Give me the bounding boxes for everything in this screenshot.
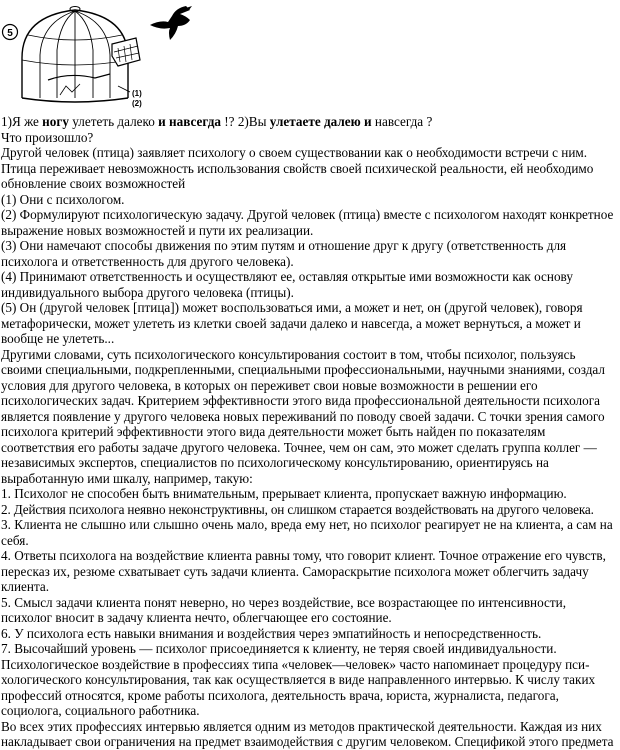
paragraph: (5) Он (другой человек [птица]) может воспользоваться ими, а может и нет, он (другой человек), говоря метафорически, может улететь из клетки своей задачи далеко и навсегда, а может вернуться, а может и вообще не улететь...: [1, 300, 583, 346]
paragraph: Психологическое воздействие в профессиях типа «человек—человек» часто напоминает процедуру пси-хологического консультирования, так как осуществляется в виде направленного интервью. К числу таких профессий относятся, кроме работы психолога, деятельность врача, юриста, журналиста, педагога, социолога, социального работника.: [1, 656, 596, 718]
list-item: 5. Смысл задачи клиента понят неверно, но через воздействие, все возрастающее по интенсивности, психолог вносит в задачу клиента нечто, облегчающее его состояние.: [1, 594, 567, 625]
paragraph: Другими словами, суть психологического консультирования состоит в том, чтобы психолог, пользуясь своими специальными, подкрепленными, специальными профессиональными, научными знаниями, создал условия для другого человека, в которых он переживет свои новые возможности в решении его психологических задач. Критерием эффективности этого вида профессиональной деятельности психолога является появление у другого человека новых переживаний по поводу своей задачи. С точки зрения самого психолога критерий эффективности этого вида деятельности может быть найден по показателям соответствия его работы задаче другого человека. Точнее, чем он сам, это может сделать группа коллег — независимых экспертов, специалистов по психологическому консультированию, ориентируясь на выработанную ими шкалу, например, такую:: [1, 346, 605, 486]
paragraph: (4) Принимают ответственность и осуществляют ее, оставляя открытые ими возможности как основу индивидуального выбора другого человека (птицы).: [1, 269, 573, 300]
label-1: (1): [132, 89, 142, 98]
bird-icon: [150, 6, 190, 40]
document-text: [1, 114, 615, 750]
paragraph: (3) Они намечают способы движения по этим путям и отношение друг к другу (ответственность для психолога и ответственность для другого человека).: [1, 238, 567, 269]
figure-number: 5: [7, 28, 13, 39]
list-item: 2. Действия психолога неявно неконструктивны, он слишком старается воздействовать на другого человека.: [1, 501, 594, 517]
birdcage-illustration: [0, 0, 230, 112]
cage-bars: [40, 11, 110, 98]
paragraph: Во всех этих профессиях интервью является одним из методов практической деятельности. Каждая из них накладывает свои ограничения на предмет взаимодействия с другим человеком. Спецификой этого предмета: [1, 718, 614, 749]
cage-top-ring: [70, 7, 80, 12]
question-line: 1)Я же ногу улететь далеко и навсегда !? 2)Вы улетаете далею и навсегда ?: [1, 114, 433, 129]
list-item: 1. Психолог не способен быть внимательным, прерывает клиента, пропускает важную информацию.: [1, 486, 567, 501]
label-2: (2): [132, 99, 142, 108]
paragraph: Другой человек (птица) заявляет психологу о своем существовании как о необходимости встречи с ним. Птица переживает невозможность использования свойств своей психической реальности, ей необходимо обновление своих возможностей: [1, 145, 594, 191]
list-item: 3. Клиента не слышно или слышно очень мало, вреда ему нет, но психолог реагирует не на клиента, а сам на себя.: [1, 517, 613, 548]
list-item: 4. Ответы психолога на воздействие клиента равны тому, что говорит клиент. Точное отражение его чувств, пересказ их, резюме схватывает суть задачи клиента. Самораскрытие психолога может облегчить задачу клиента.: [1, 548, 606, 594]
paragraph: (1) Они с психологом.: [1, 191, 125, 207]
cage-base: [22, 98, 128, 102]
cage-crack: [60, 84, 80, 95]
list-item: 6. У психолога есть навыки внимания и воздействия через эмпатийность и непосредственность.: [1, 625, 542, 641]
paragraph: Что произошло?: [1, 129, 94, 145]
paragraph: (2) Формулируют психологическую задачу. Другой человек (птица) вместе с психологом находят конкретное выражение новых возможностей и пути их реализации.: [1, 207, 614, 238]
list-item: 7. Высочайший уровень — психолог присоединяется к клиенту, не теряя своей индивидуальности.: [1, 641, 557, 656]
